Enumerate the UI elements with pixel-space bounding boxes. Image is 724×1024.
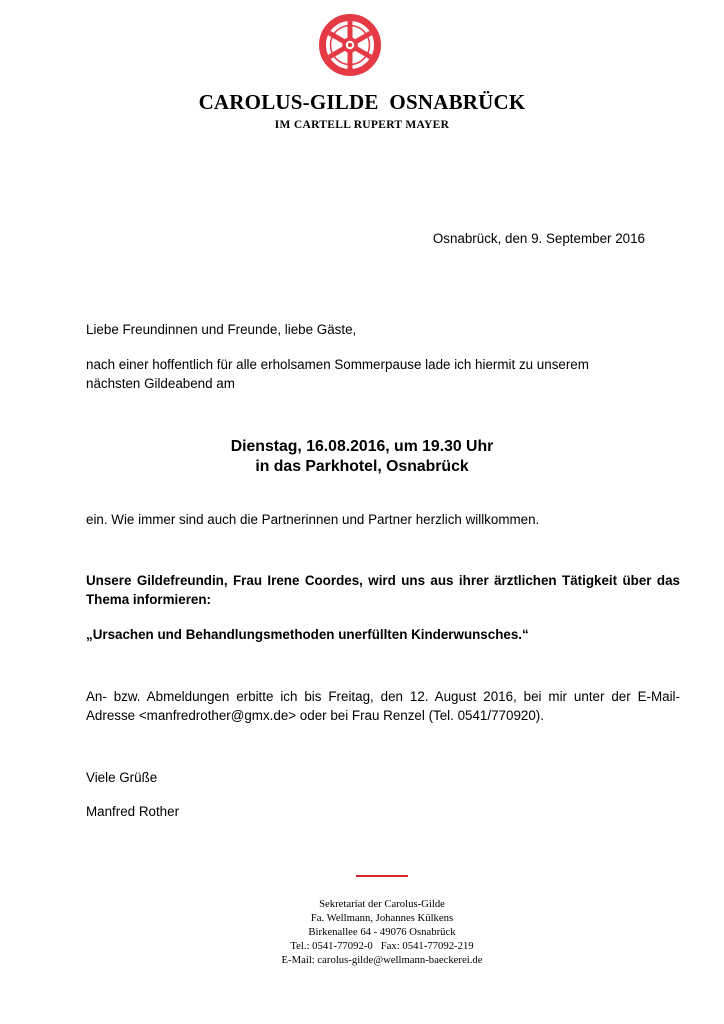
footer-line-3: Birkenallee 64 - 49076 Osnabrück: [308, 926, 456, 938]
closing: Viele Grüße: [86, 770, 158, 785]
registration-paragraph: An- bzw. Abmeldungen erbitte ich bis Freitag, den 12. August 2016, bei mir unter der E-Mail-Adresse <manfredrother@gmx.de> oder bei Frau Renzel (Tel. 0541/770920).: [86, 689, 680, 723]
footer-divider: [356, 875, 408, 877]
welcome-paragraph: ein. Wie immer sind auch die Partnerinnen und Partner herzlich willkommen.: [86, 512, 540, 527]
speaker-paragraph: Unsere Gildefreundin, Frau Irene Coordes, wird uns aus ihrer ärztlichen Tätigkeit über das Thema informieren:: [86, 573, 680, 607]
salutation: Liebe Freundinnen und Freunde, liebe Gäste,: [86, 322, 357, 337]
footer-line-4: Tel.: 0541-77092-0 Fax: 0541-77092-219: [290, 940, 474, 952]
footer-line-1: Sekretariat der Carolus-Gilde: [319, 898, 445, 910]
intro-line-2: nächsten Gildeabend am: [86, 376, 235, 391]
event-location: in das Parkhotel, Osnabrück: [255, 458, 469, 475]
wheel-logo-icon: [318, 13, 382, 77]
letter-date: Osnabrück, den 9. September 2016: [432, 231, 645, 246]
talk-topic: „Ursachen und Behandlungsmethoden unerfüllten Kinderwunsches.“: [86, 627, 529, 642]
event-details: [0, 437, 724, 477]
organization-title: CAROLUS-GILDE OSNABRÜCK: [198, 90, 526, 114]
footer-line-5: E-Mail: carolus-gilde@wellmann-baeckerei.de: [281, 954, 483, 966]
organization-subtitle: IM CARTELL RUPERT MAYER: [274, 119, 450, 131]
signature: Manfred Rother: [86, 804, 180, 819]
footer-line-2: Fa. Wellmann, Johannes Külkens: [310, 912, 454, 924]
intro-paragraph: [86, 355, 680, 393]
intro-line-1: nach einer hoffentlich für alle erholsamen Sommerpause lade ich hiermit zu unserem: [86, 357, 589, 372]
event-date-time: Dienstag, 16.08.2016, um 19.30 Uhr: [230, 438, 494, 455]
footer-address: [0, 897, 724, 967]
